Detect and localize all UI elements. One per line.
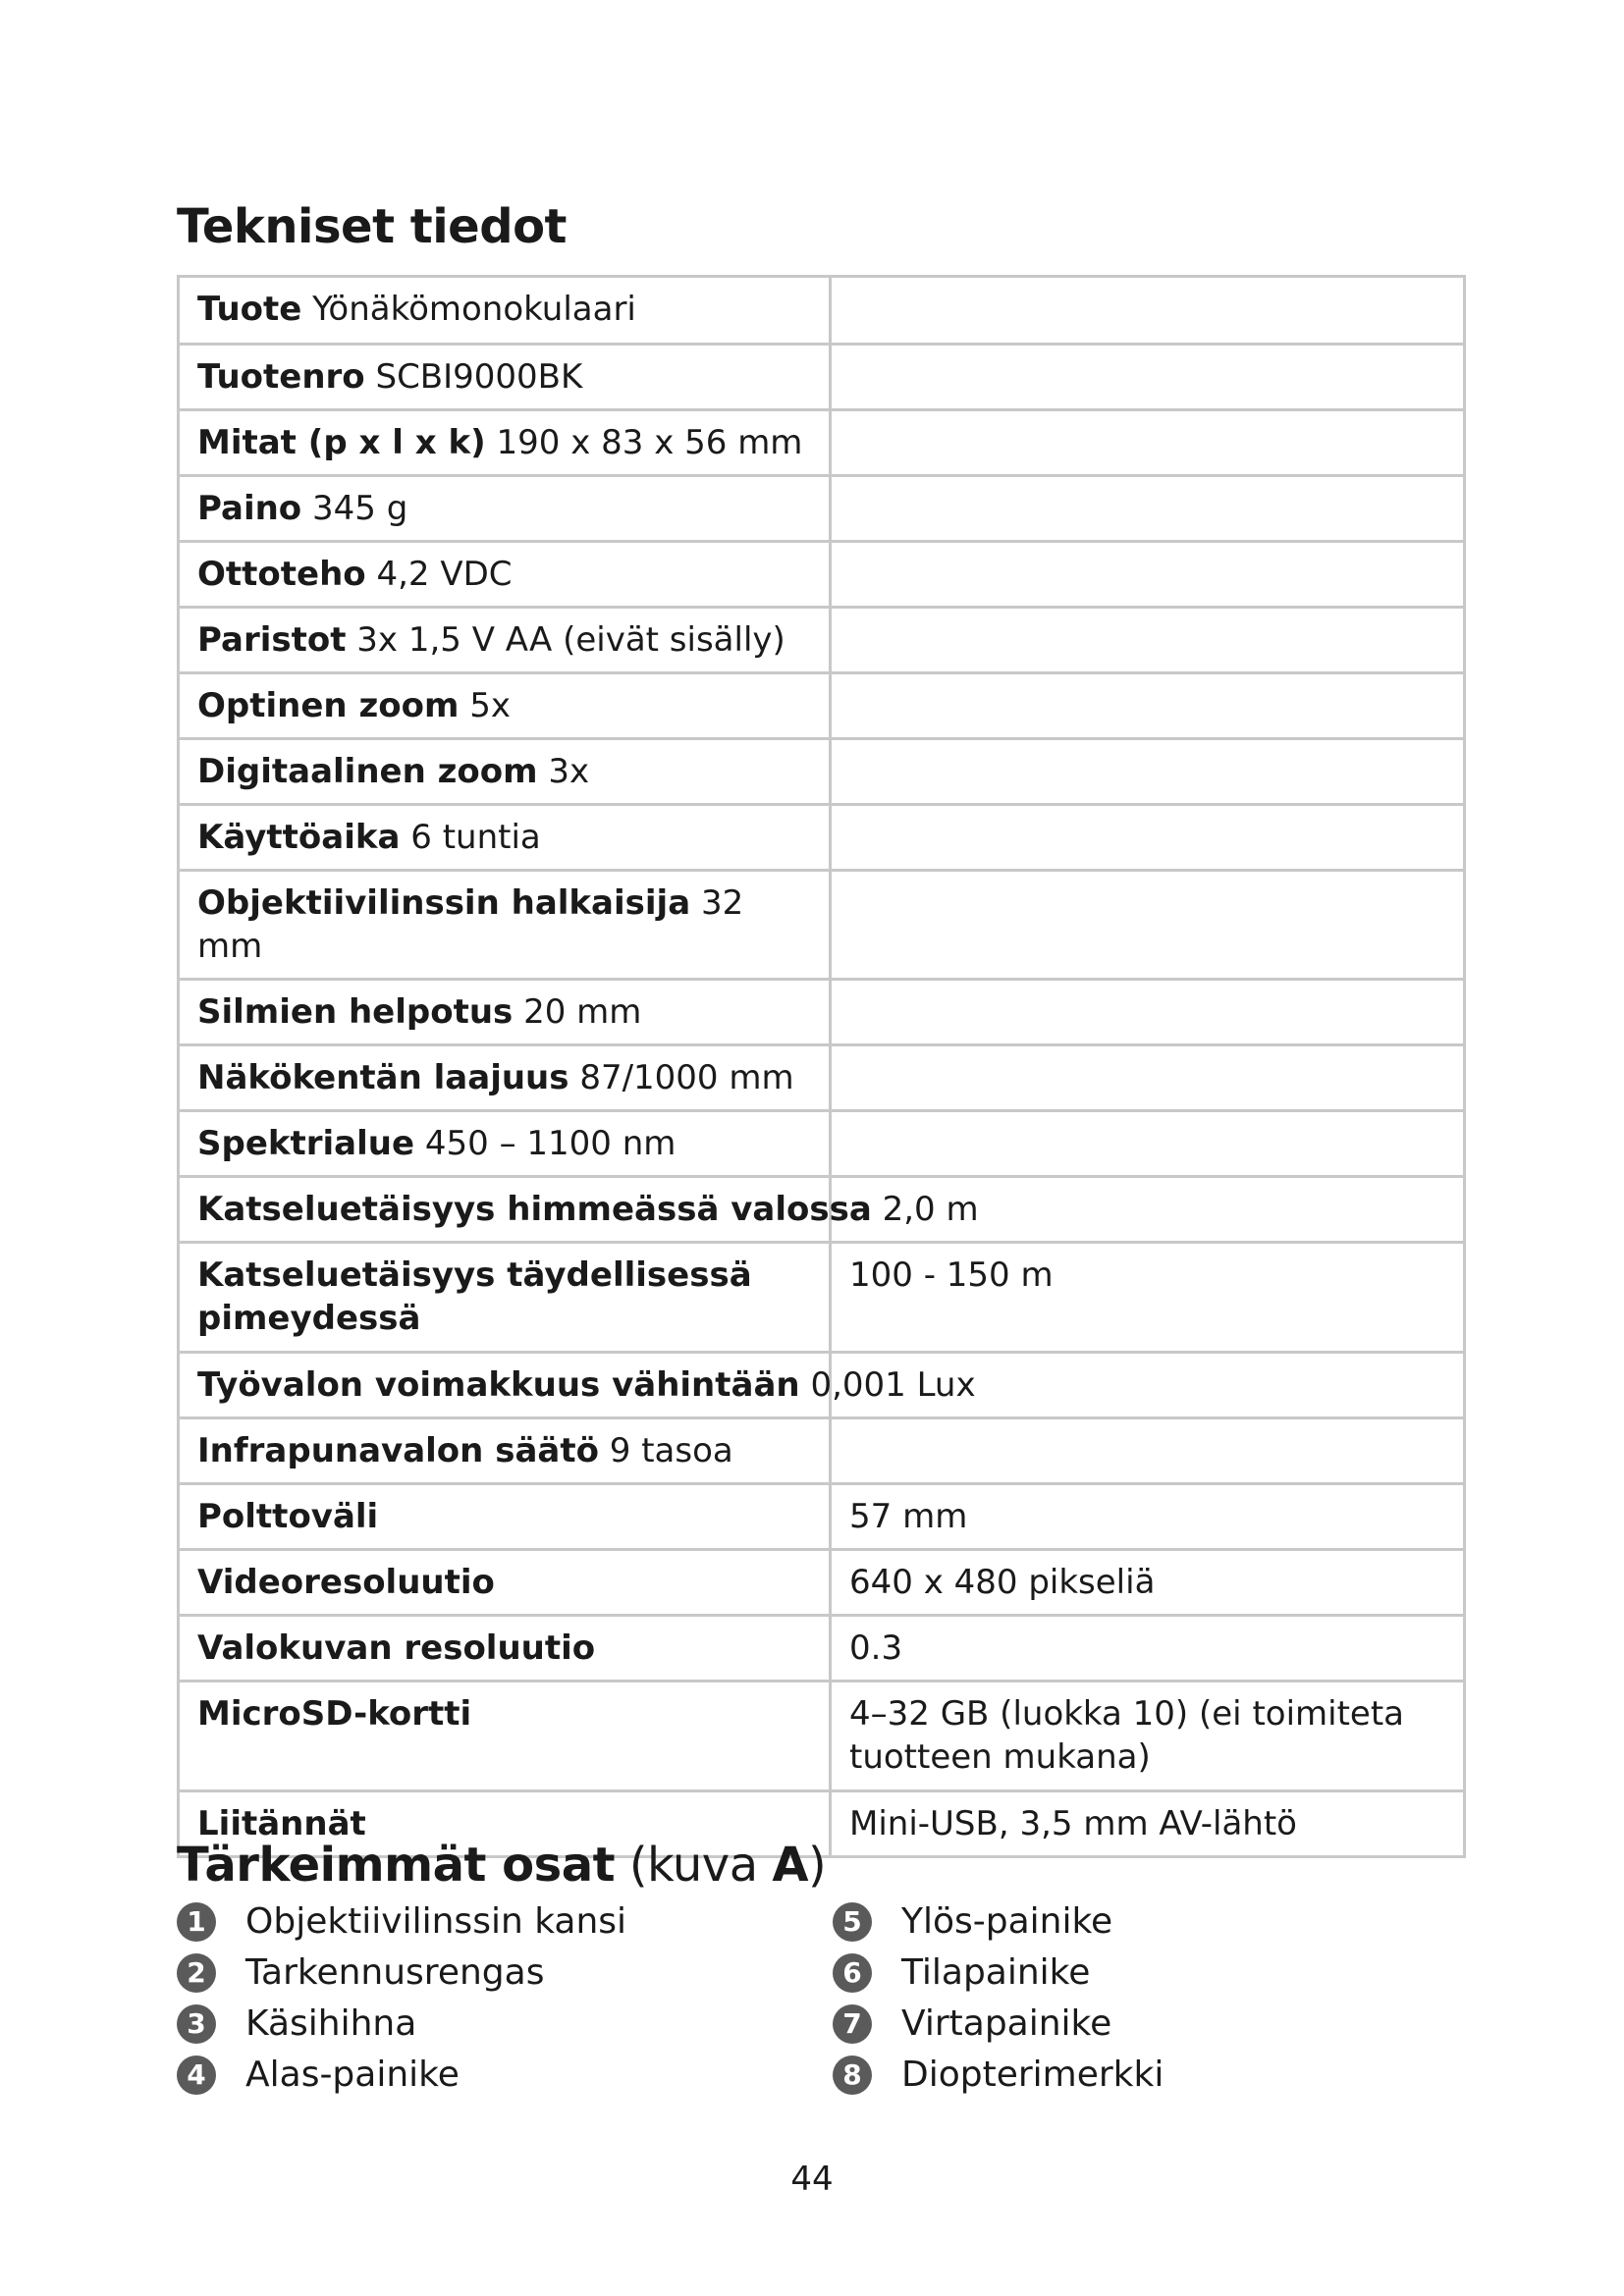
- spec-cell-empty: [831, 871, 1465, 980]
- spec-label: Paristot: [197, 620, 347, 660]
- table-row: [179, 608, 1465, 673]
- spec-cell: [179, 608, 831, 673]
- number-badge: 2: [177, 1953, 216, 1993]
- table-row: [179, 980, 1465, 1045]
- number-badge: 1: [177, 1902, 216, 1942]
- part-label: Tarkennusrengas: [245, 1952, 545, 1993]
- spec-label: Optinen zoom: [197, 686, 460, 725]
- parts-heading-close: ): [808, 1838, 827, 1893]
- spec-cell: [179, 673, 831, 739]
- spec-label: MicroSD-kortti: [197, 1694, 472, 1734]
- table-row: [179, 542, 1465, 608]
- parts-heading-bold: Tärkeimmät osat: [177, 1838, 616, 1893]
- spec-value-cell: Mini-USB, 3,5 mm AV-lähtö: [831, 1791, 1465, 1857]
- table-row: [179, 277, 1465, 345]
- spec-value-cell: 4–32 GB (luokka 10) (ei toimiteta tuotteen mukana): [831, 1682, 1465, 1791]
- spec-label: Polttoväli: [197, 1497, 379, 1536]
- spec-value: 450 – 1100 nm: [424, 1124, 677, 1163]
- spec-cell: [179, 476, 831, 542]
- list-item: [833, 1948, 1164, 1999]
- table-row: [179, 476, 1465, 542]
- list-item: [833, 1896, 1164, 1948]
- spec-label: Katseluetäisyys himmeässä valossa: [197, 1190, 872, 1229]
- spec-label: Ottoteho: [197, 555, 366, 594]
- table-row: [179, 1550, 1465, 1616]
- spec-label: Mitat (p x l x k): [197, 423, 486, 462]
- spec-value: 3x 1,5 V AA (eivät sisälly): [356, 620, 785, 660]
- part-label: Käsihihna: [245, 2003, 417, 2044]
- table-row: [179, 739, 1465, 805]
- section-title: Tekniset tiedot: [177, 199, 567, 254]
- spec-cell: [179, 1550, 831, 1616]
- spec-label: Infrapunavalon säätö: [197, 1431, 599, 1470]
- part-label: Alas-painike: [245, 2055, 460, 2095]
- table-row: [179, 871, 1465, 980]
- spec-cell: [179, 1418, 831, 1484]
- part-label: Objektiivilinssin kansi: [245, 1901, 627, 1942]
- table-row: [179, 1177, 1465, 1243]
- spec-cell: [179, 871, 831, 980]
- parts-list-left: [177, 1896, 626, 2101]
- list-item: [177, 1999, 626, 2050]
- list-item: [833, 1999, 1164, 2050]
- part-label: Ylös-painike: [901, 1901, 1113, 1942]
- part-label: Virtapainike: [901, 2003, 1112, 2044]
- spec-label: Videoresoluutio: [197, 1563, 495, 1602]
- spec-value: 190 x 83 x 56 mm: [496, 423, 803, 462]
- spec-cell: [179, 980, 831, 1045]
- spec-cell: [179, 805, 831, 871]
- spec-cell-empty: [831, 345, 1465, 410]
- spec-value: 0,001 Lux: [810, 1365, 976, 1405]
- list-item: [177, 1948, 626, 1999]
- spec-cell-empty: [831, 1111, 1465, 1177]
- spec-label: Työvalon voimakkuus vähintään: [197, 1365, 800, 1405]
- spec-cell-empty: [831, 608, 1465, 673]
- number-badge: 6: [833, 1953, 872, 1993]
- list-item: [177, 1896, 626, 1948]
- spec-cell: [179, 1111, 831, 1177]
- spec-label: Tuotenro: [197, 357, 365, 397]
- spec-value: 3x: [548, 752, 590, 791]
- spec-cell-empty: [831, 1418, 1465, 1484]
- spec-cell-empty: [831, 277, 1465, 345]
- table-row: [179, 1243, 1465, 1353]
- spec-label: Spektrialue: [197, 1124, 415, 1163]
- spec-label: Valokuvan resoluutio: [197, 1629, 596, 1668]
- spec-label: Katseluetäisyys täydellisessä pimeydessä: [197, 1255, 752, 1338]
- number-badge: 8: [833, 2056, 872, 2095]
- spec-value: SCBI9000BK: [375, 357, 583, 397]
- spec-cell: [179, 1616, 831, 1682]
- spec-value: 87/1000 mm: [579, 1058, 794, 1097]
- table-row: [179, 1045, 1465, 1111]
- table-row: [179, 1353, 1465, 1418]
- spec-label: Silmien helpotus: [197, 992, 514, 1032]
- spec-cell-empty: [831, 980, 1465, 1045]
- spec-value-cell: 0.3: [831, 1616, 1465, 1682]
- spec-value: 2,0 m: [882, 1190, 979, 1229]
- parts-heading: [177, 1838, 826, 1893]
- spec-label: Näkökentän laajuus: [197, 1058, 569, 1097]
- spec-cell-empty: [831, 805, 1465, 871]
- spec-cell: [179, 1682, 831, 1791]
- spec-label: Tuote: [197, 290, 302, 329]
- spec-cell: [179, 1353, 976, 1418]
- spec-value: 6 tuntia: [410, 818, 541, 857]
- list-item: [177, 2050, 626, 2101]
- parts-heading-ref: A: [772, 1838, 809, 1893]
- table-row: [179, 1418, 1465, 1484]
- spec-value: Yönäkömonokulaari: [312, 290, 636, 329]
- spec-cell: [179, 1177, 979, 1243]
- spec-cell-empty: [831, 1045, 1465, 1111]
- spec-cell: [179, 345, 831, 410]
- spec-value: 32 mm: [197, 883, 744, 966]
- spec-value: 9 tasoa: [609, 1431, 733, 1470]
- page-number: 44: [790, 2160, 834, 2199]
- spec-value-cell: 640 x 480 pikseliä: [831, 1550, 1465, 1616]
- spec-value: 20 mm: [523, 992, 642, 1032]
- number-badge: 3: [177, 2004, 216, 2044]
- table-row: [179, 1682, 1465, 1791]
- spec-value-cell: 100 - 150 m: [831, 1243, 1465, 1353]
- number-badge: 5: [833, 1902, 872, 1942]
- spec-label: Liitännät: [197, 1804, 366, 1843]
- table-row: [179, 345, 1465, 410]
- spec-cell: [179, 1484, 831, 1550]
- part-label: Diopterimerkki: [901, 2055, 1164, 2095]
- parts-list-right: [833, 1896, 1164, 2101]
- table-row: [179, 1484, 1465, 1550]
- specs-table: [177, 275, 1466, 1858]
- spec-cell-empty: [831, 673, 1465, 739]
- parts-heading-open: (kuva: [615, 1838, 773, 1893]
- spec-value-cell: 57 mm: [831, 1484, 1465, 1550]
- number-badge: 4: [177, 2056, 216, 2095]
- spec-value: 5x: [469, 686, 511, 725]
- table-row: [179, 410, 1465, 476]
- spec-cell: [179, 410, 831, 476]
- spec-label: Digitaalinen zoom: [197, 752, 538, 791]
- table-row: [179, 805, 1465, 871]
- spec-cell-empty: [831, 542, 1465, 608]
- spec-label: Paino: [197, 489, 302, 528]
- table-row: [179, 1111, 1465, 1177]
- table-row: [179, 673, 1465, 739]
- number-badge: 7: [833, 2004, 872, 2044]
- spec-cell: [179, 1243, 831, 1353]
- spec-cell-empty: [831, 476, 1465, 542]
- list-item: [833, 2050, 1164, 2101]
- spec-label: Objektiivilinssin halkaisija: [197, 883, 691, 923]
- spec-cell: [179, 739, 831, 805]
- spec-cell: [179, 277, 831, 345]
- spec-cell: [179, 542, 831, 608]
- table-row: [179, 1616, 1465, 1682]
- spec-label: Käyttöaika: [197, 818, 401, 857]
- spec-cell-empty: [831, 410, 1465, 476]
- spec-value: 4,2 VDC: [376, 555, 513, 594]
- part-label: Tilapainike: [901, 1952, 1091, 1993]
- spec-value: 345 g: [311, 489, 408, 528]
- spec-cell-empty: [831, 739, 1465, 805]
- spec-cell: [179, 1045, 831, 1111]
